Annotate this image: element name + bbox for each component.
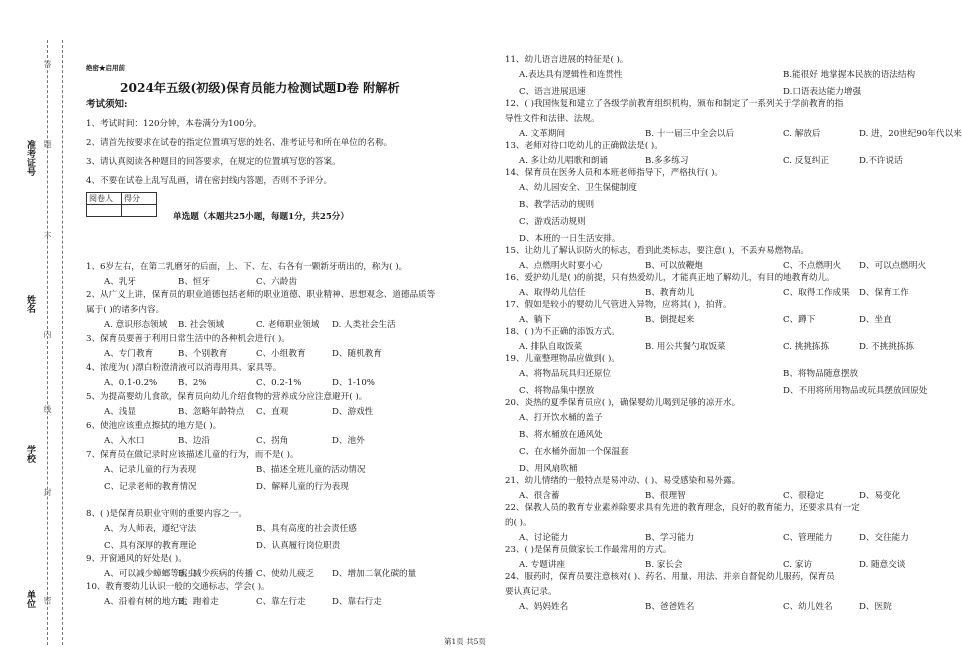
answer-option: C、直观 bbox=[256, 407, 289, 417]
answer-option: B、描述全班儿童的活动情况 bbox=[256, 465, 366, 475]
answer-option: A、可以减少蟑螂等害虫 bbox=[104, 569, 197, 579]
school-label: 学校 bbox=[25, 445, 35, 463]
notice-line: 2、请首先按要求在试卷的指定位置填写您的姓名、准考证号和所在单位的名称。 bbox=[86, 138, 393, 148]
answer-option: B、将水桶放在通风处 bbox=[519, 430, 603, 440]
answer-option: A、专门教育 bbox=[104, 349, 154, 359]
answer-option: D、池外 bbox=[332, 436, 365, 446]
answer-option: A、乳牙 bbox=[104, 277, 136, 287]
answer-option: D、游戏性 bbox=[332, 407, 374, 417]
answer-option: C、蹲下 bbox=[783, 315, 816, 325]
notice-line: 4、不要在试卷上乱写乱画，请在密封线内答题，否则不予评分。 bbox=[86, 176, 333, 186]
question-stem: 10、教育婴幼儿认识一般的交通标志，学会( )。 bbox=[86, 582, 270, 592]
answer-option: C. 老师职业领域 bbox=[256, 320, 320, 330]
answer-option: A、很含蓄 bbox=[519, 491, 560, 501]
answer-option: D.不许说话 bbox=[859, 156, 903, 166]
answer-option: D、用风扇吹桶 bbox=[519, 464, 578, 474]
notice-heading: 考试须知: bbox=[86, 99, 128, 110]
question-stem: 17、假如是较小的婴幼儿气管进入异物，应将其( )，拍背。 bbox=[505, 300, 732, 310]
question-stem: 要认真记录。 bbox=[505, 587, 557, 597]
question-stem: 1、6岁左右，在第二乳磨牙的后面，上、下、左、右各有一颗新牙萌出的，称为( )。 bbox=[86, 262, 408, 272]
answer-option: C、在水桶外面加一个保温套 bbox=[519, 447, 629, 457]
seal-line-outer bbox=[47, 40, 48, 645]
answer-option: A、妈妈姓名 bbox=[519, 602, 569, 612]
answer-option: B、边沿 bbox=[178, 436, 211, 446]
answer-option: B、倒提起来 bbox=[645, 315, 695, 325]
score-table bbox=[86, 192, 157, 217]
notice-line: 3、请认真阅读各种题目的回答要求，在规定的位置填写您的答案。 bbox=[86, 157, 341, 167]
answer-option: D、坐直 bbox=[859, 315, 892, 325]
answer-option: A、将物品玩具归还原位 bbox=[519, 369, 612, 379]
page-footer: 第1页 共5页 bbox=[444, 637, 486, 646]
question-stem: 19、儿童整理物品应做到( )。 bbox=[505, 354, 620, 364]
seal-mark: 答 bbox=[43, 60, 52, 68]
answer-option: D、保育工作 bbox=[859, 288, 909, 298]
question-stem: 的( )。 bbox=[505, 518, 532, 528]
answer-option: D、随机教育 bbox=[332, 349, 382, 359]
question-stem: 6、使池应该重点擦拭的地方是( )。 bbox=[86, 421, 222, 431]
answer-option: C、将物品集中摆放 bbox=[519, 386, 595, 396]
answer-option: A、0.1-0.2% bbox=[104, 378, 158, 388]
answer-option: C、使幼儿疲乏 bbox=[256, 569, 315, 579]
question-stem: 属于( )的诸多内容。 bbox=[86, 305, 165, 315]
answer-option: D、1-10% bbox=[332, 378, 375, 388]
answer-option: A. 多让幼儿唱歌和朗诵 bbox=[519, 156, 609, 166]
question-stem: 16、爱护幼儿是( )的前提，只有热爱幼儿，才能真正地了解幼儿，有目的地教育幼儿。 bbox=[505, 273, 835, 283]
question-stem: 21、幼儿情绪的一般特点是易冲动、( )、易受感染和易外露。 bbox=[505, 476, 741, 486]
answer-option: B.能很好 地掌握本民族的语法结构 bbox=[783, 70, 916, 80]
answer-option: D. 随意交谈 bbox=[859, 560, 906, 570]
answer-option: A. 排队自取饭菜 bbox=[519, 342, 583, 352]
answer-option: B. 家长会 bbox=[645, 560, 683, 570]
confidential-mark: 绝密★启用前 bbox=[86, 64, 125, 72]
question-stem: 22、保教人员的教育专业素养除要求具有先进的教育理念，良好的教育能力，还要求具有一定 bbox=[505, 503, 860, 513]
seal-mark: 封 bbox=[43, 488, 52, 496]
answer-option: A、为人师表，遵纪守法 bbox=[104, 524, 197, 534]
question-stem: 5、为提高婴幼儿食欲，保育员向幼儿介绍食物的营养成分应注意避开( )。 bbox=[86, 392, 368, 402]
seal-mark: 题 bbox=[43, 140, 52, 148]
answer-option: B. 社会领域 bbox=[178, 320, 225, 330]
answer-option: A、取得幼儿信任 bbox=[519, 288, 586, 298]
question-stem: 11、幼儿语言进展的特征是( )。 bbox=[505, 55, 629, 65]
answer-option: D、不用将所用物品或玩具摆放回原处 bbox=[783, 386, 928, 396]
question-stem: 9、开窗通风的好处是( )。 bbox=[86, 554, 187, 564]
answer-option: A、记录儿童的行为表现 bbox=[104, 465, 197, 475]
answer-option: A、沿着有树的地方走 bbox=[104, 597, 188, 607]
answer-option: C. 反复纠正 bbox=[783, 156, 830, 166]
answer-option: B、将物品随意摆放 bbox=[783, 369, 859, 379]
answer-option: D. 不挑挑拣拣 bbox=[859, 342, 915, 352]
answer-option: A、讨论能力 bbox=[519, 533, 569, 543]
answer-option: D、医院 bbox=[859, 602, 892, 612]
question-stem: 12、( )我国恢复和建立了各级学前教育组织机构，颁布和制定了一系列关于学前教育的指 bbox=[505, 99, 844, 109]
answer-option: C. 家访 bbox=[783, 560, 812, 570]
answer-option: D. 人类社会生活 bbox=[332, 320, 396, 330]
seal-mark: 密 bbox=[43, 596, 52, 604]
answer-option: D、可以点燃明火 bbox=[859, 261, 927, 271]
answer-option: A.表达具有逻辑性和连贯性 bbox=[519, 70, 623, 80]
question-stem: 7、保育员在做记录时应该描述儿童的行为，而不是( )。 bbox=[86, 450, 299, 460]
answer-option: C、游戏活动规则 bbox=[519, 217, 586, 227]
question-stem: 15、让幼儿了解认识防火的标志，看到此类标志，要注意( )，不丢弃易燃物品。 bbox=[505, 246, 809, 256]
answer-option: B、忽略年龄特点 bbox=[178, 407, 245, 417]
section-title: 单选题（本题共25小题，每题1分，共25分） bbox=[173, 212, 349, 222]
answer-option: B、恒牙 bbox=[178, 277, 211, 287]
answer-option: A. 意识形态领域 bbox=[104, 320, 168, 330]
question-stem: 8、( )是保育员职业守则的重要内容之一。 bbox=[86, 509, 247, 519]
answer-option: B、学习能力 bbox=[645, 533, 695, 543]
answer-option: C、语言进展迅速 bbox=[519, 87, 586, 97]
answer-option: D、认真履行岗位职责 bbox=[256, 541, 341, 551]
answer-option: A、浅显 bbox=[104, 407, 136, 417]
answer-option: B、教育幼儿 bbox=[645, 288, 695, 298]
answer-option: D、易变化 bbox=[859, 491, 901, 501]
answer-option: B、爸爸姓名 bbox=[645, 602, 695, 612]
answer-option: C、0.2-1% bbox=[256, 378, 302, 388]
answer-option: C、靠左行走 bbox=[256, 597, 306, 607]
answer-option: C、具有深厚的教育理论 bbox=[104, 541, 197, 551]
answer-option: A. 专题讲座 bbox=[519, 560, 566, 570]
answer-option: C、取得工作成果 bbox=[783, 288, 850, 298]
name-label: 姓名 bbox=[25, 295, 35, 313]
answer-option: C、六龄齿 bbox=[256, 277, 297, 287]
answer-option: A、幼儿园安全、卫生保健制度 bbox=[519, 183, 637, 193]
answer-option: D、交往能力 bbox=[859, 533, 909, 543]
question-stem: 14、保育员在医务人员和本班老师指导下，严格执行( )。 bbox=[505, 168, 724, 178]
answer-option: C、管理能力 bbox=[783, 533, 833, 543]
notice-line: 1、考试时间：120分钟，本卷满分为100分。 bbox=[86, 119, 262, 129]
answer-option: A、入水口 bbox=[104, 436, 145, 446]
answer-option: B. 十一届三中全会以后 bbox=[645, 129, 735, 139]
reviewer-blank bbox=[87, 205, 122, 217]
score-cell: 得分 bbox=[122, 193, 157, 205]
answer-option: D、增加二氧化碳的量 bbox=[332, 569, 417, 579]
answer-option: D、本班的一日生活安排。 bbox=[519, 234, 621, 244]
answer-option: D、解释儿童的行为表现 bbox=[256, 482, 349, 492]
seal-mark: 线 bbox=[43, 405, 52, 413]
answer-option: C、拐角 bbox=[256, 436, 289, 446]
answer-option: B、教学活动的规则 bbox=[519, 200, 595, 210]
answer-option: B.多多练习 bbox=[645, 156, 689, 166]
answer-option: C、记录老师的教育情况 bbox=[104, 482, 197, 492]
seal-line-inner bbox=[62, 40, 63, 645]
answer-option: C、小组教育 bbox=[256, 349, 306, 359]
answer-option: D、靠右行走 bbox=[332, 597, 382, 607]
answer-option: C、很稳定 bbox=[783, 491, 824, 501]
answer-option: D.口语表达能力增强 bbox=[783, 87, 862, 97]
question-stem: 24、服药时，保育员要注意核对( )、药名、用量、用法、并亲自督促幼儿服药，保育员 bbox=[505, 572, 835, 582]
unit-label: 单位 bbox=[25, 590, 35, 608]
answer-option: B、可以放鞭炮 bbox=[645, 261, 703, 271]
answer-option: B、2% bbox=[178, 378, 207, 388]
answer-option: A、点燃明火时要小心 bbox=[519, 261, 603, 271]
answer-option: A、打开饮水桶的盖子 bbox=[519, 413, 603, 423]
seal-mark: 内 bbox=[43, 330, 52, 338]
question-stem: 3、保育员要善于利用日常生活中的各种机会进行( )。 bbox=[86, 334, 290, 344]
page-title: 2024年五级(初级)保育员能力检测试题D卷 附解析 bbox=[120, 81, 400, 95]
question-stem: 导性文件和法律、法规。 bbox=[505, 114, 600, 124]
answer-option: B. 用公共餐勺取饭菜 bbox=[645, 342, 726, 352]
answer-option: C、幼儿姓名 bbox=[783, 602, 833, 612]
answer-option: B、减少疾病的传播 bbox=[178, 569, 254, 579]
answer-option: B、具有高度的社会责任感 bbox=[256, 524, 357, 534]
question-stem: 4、浓度为( )漂白粉澄清液可以消毒用具、家具等。 bbox=[86, 363, 282, 373]
score-blank bbox=[122, 205, 157, 217]
question-stem: 20、炎热的夏季保育员应( )，确保婴幼儿喝到足够的凉开水。 bbox=[505, 398, 741, 408]
seal-mark: 不 bbox=[43, 232, 52, 240]
answer-option: B、跑着走 bbox=[178, 597, 219, 607]
question-stem: 23、( )是保育员做家长工作最常用的方式。 bbox=[505, 545, 672, 555]
answer-option: C. 挑挑拣拣 bbox=[783, 342, 830, 352]
answer-option: C. 解放后 bbox=[783, 129, 821, 139]
answer-option: A. 文革期间 bbox=[519, 129, 566, 139]
reviewer-cell: 阅卷人 bbox=[87, 193, 122, 205]
answer-option: A、躺下 bbox=[519, 315, 551, 325]
answer-option: B、很理智 bbox=[645, 491, 686, 501]
question-stem: 13、老师对待口吃幼儿的正确做法是( )。 bbox=[505, 141, 663, 151]
answer-option: D. 进，20世纪90年代以来 bbox=[859, 129, 962, 139]
question-stem: 18、( )为不正确的添饭方式。 bbox=[505, 327, 620, 337]
question-stem: 2、从广义上讲，保育员的职业道德包括老师的职业道德、职业精神、思想观念、道德品质等 bbox=[86, 290, 436, 300]
answer-option: B、个别教育 bbox=[178, 349, 228, 359]
exam-no-label: 准考证号 bbox=[25, 140, 35, 176]
answer-option: C、不点燃明火 bbox=[783, 261, 842, 271]
